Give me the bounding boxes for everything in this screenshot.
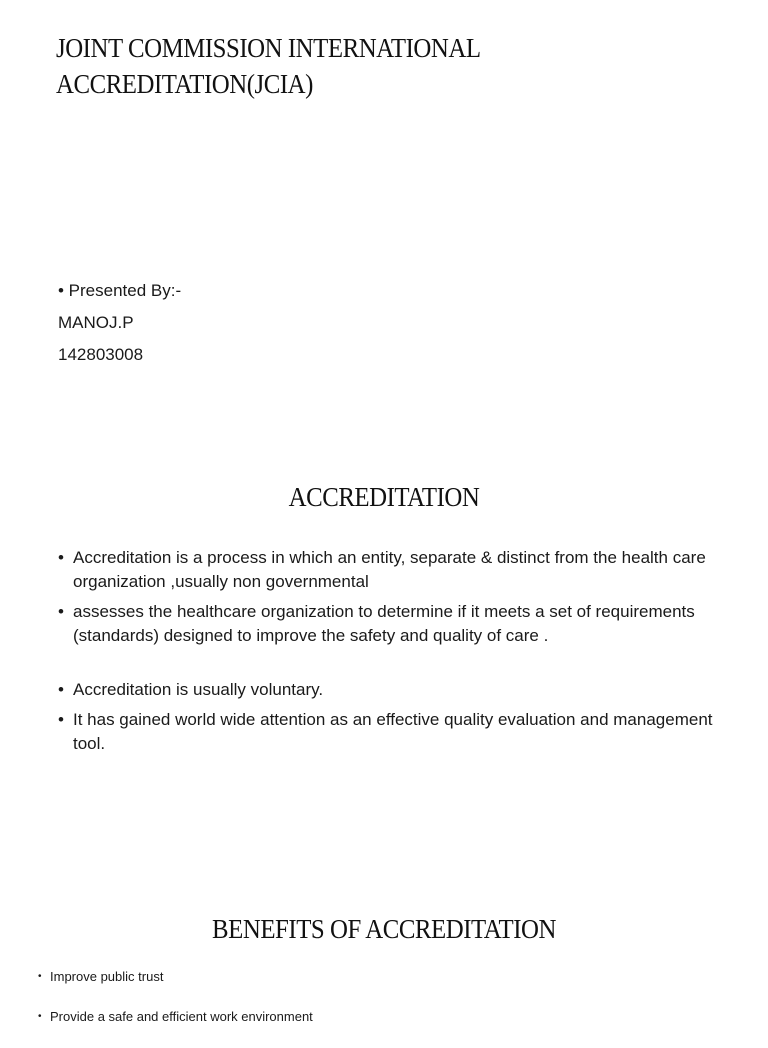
list-item: • assesses the healthcare organization to determine if it meets a set of requirements (standards) designed to improve the safety and quality of care . bbox=[58, 600, 718, 648]
title-slide bbox=[0, 0, 768, 440]
bullet-list bbox=[38, 968, 313, 1048]
presenter-id: 142803008 bbox=[58, 345, 144, 364]
benefits-slide bbox=[0, 910, 768, 1024]
bullet-list bbox=[58, 546, 718, 762]
list-item: • Accreditation is a process in which an entity, separate & distinct from the health care organization ,usually non governmental bbox=[58, 546, 718, 594]
accreditation-slide bbox=[0, 470, 768, 890]
list-item: • Improve public trust bbox=[38, 968, 313, 986]
presenter-block bbox=[58, 278, 181, 374]
presenter-name: MANOJ.P bbox=[58, 313, 134, 332]
slide-title bbox=[56, 30, 481, 102]
slide-heading: BENEFITS OF ACCREDITATION bbox=[212, 914, 556, 944]
slide-heading: ACCREDITATION bbox=[288, 482, 480, 512]
list-item: • Accreditation is usually voluntary. bbox=[58, 678, 718, 702]
list-item: • Provide a safe and efficient work environment bbox=[38, 1008, 313, 1026]
list-item: • It has gained world wide attention as an effective quality evaluation and management tool. bbox=[58, 708, 718, 756]
presented-by-label: • Presented By:- bbox=[58, 281, 182, 300]
title-line-2: ACCREDITATION(JCIA) bbox=[56, 69, 313, 99]
title-line-1: JOINT COMMISSION INTERNATIONAL bbox=[56, 33, 481, 63]
